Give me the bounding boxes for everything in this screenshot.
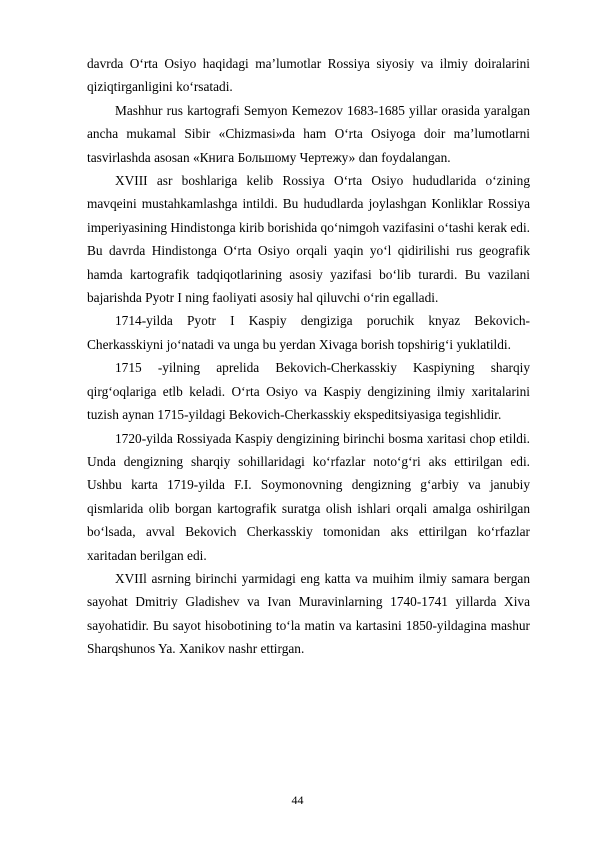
paragraph-3: XVIII asr boshlariga kelib Rossiya O‘rta Osiyo hududlarida o‘zining mavqeini mustahkamlashga intildi. Bu hududlarda joylashgan Konliklar Rossiya imperiyasining Hindistonga kirib borishida qo‘nimgoh vazifasini o‘tashi kerak edi. Bu davrda Hindistonga O‘rta Osiyo orqali yaqin yo‘l qidirilishi rus geografik hamda kartografik tadqiqotlarining asosiy yazifasi bo‘lib turardi. Bu vazilani bajarishda Pyotr I ning faoliyati asosiy hal qiluvchi o‘rin egalladi. [87, 173, 530, 306]
paragraph-5: 1715 -yilning aprelida Bekovich-Cherkasskiy Kaspiyning sharqiy qirg‘oqlariga etlb keladi. O‘rta Osiyo va Kaspiy dengizining ilmiy xaritalarini tuzish aynan 1715-yildagi Bekovich-Cherkasskiy ekspeditsiyasiga tegishlidir. [87, 360, 530, 423]
paragraph-2: Mashhur rus kartografi Semyon Kemezov 1683-1685 yillar orasida yaralgan ancha mukamal Sibir «Chizmasi»da ham O‘rta Osiyoga doir ma’lumotlarni tasvirlashda asosan «Книга Большому Чертежу» dan foydalangan. [87, 102, 530, 165]
paragraph-6: 1720-yilda Rossiyada Kaspiy dengizining birinchi bosma xaritasi chop etildi. Unda dengizning sharqiy sohillaridagi ko‘rfazlar noto‘g‘ri aks ettirilgan edi. Ushbu karta 1719-yilda F.I. Soymonovning dengizning g‘arbiy va janubiy qismlarida olib borgan kartografik suratga olish ishlari orqali amalga oshirilgan bo‘lsada, avval Bekovich Cherkasskiy tomonidan aks ettirilgan ko‘rfazlar xaritadan berilgan edi. [87, 430, 530, 563]
paragraph-4: 1714-yilda Pyotr I Kaspiy dengiziga poruchik knyaz Bekovich-Cherkasskiyni jo‘natadi va unga bu yerdan Xivaga borish topshirig‘i yuklatildi. [87, 313, 530, 352]
paragraph-1: davrda O‘rta Osiyo haqidagi ma’lumotlar Rossiya siyosiy va ilmiy doiralarini qiziqtirganligini ko‘rsatadi. [87, 56, 530, 95]
document-body [87, 52, 530, 661]
page-number: 44 [291, 793, 304, 807]
paragraph-7: XVIIl asrning birinchi yarmidagi eng katta va muihim ilmiy samara bergan sayohat Dmitriy Gladishev va Ivan Muravinlarning 1740-1741 yillarda Xiva sayohatidir. Bu sayot hisobotining to‘la matin va kartasini 1850-yildagina mashur Sharqshunos Ya. Xanikov nashr ettirgan. [87, 570, 530, 657]
